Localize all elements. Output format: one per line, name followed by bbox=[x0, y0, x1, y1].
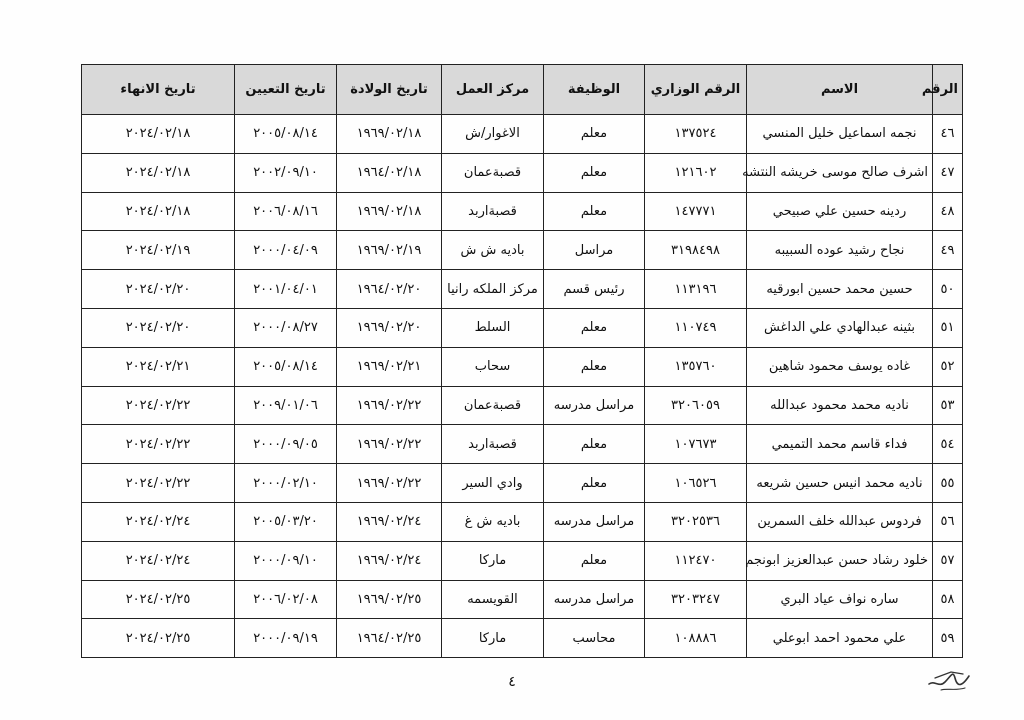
header-ministry-number: الرقم الوزاري bbox=[645, 65, 747, 115]
cell-end-date: ٢٠٢٤/٠٢/٢٢ bbox=[82, 425, 235, 464]
cell-name: علي محمود احمد ابوعلي bbox=[747, 619, 933, 658]
header-name: الاسم bbox=[747, 65, 933, 115]
cell-name: حسين محمد حسين ابورقيه bbox=[747, 270, 933, 309]
cell-work-center: ماركا bbox=[442, 619, 544, 658]
cell-index: ٤٧ bbox=[933, 153, 963, 192]
cell-index: ٤٨ bbox=[933, 192, 963, 231]
header-birth-date: تاريخ الولادة bbox=[337, 65, 442, 115]
cell-index: ٥٩ bbox=[933, 619, 963, 658]
cell-work-center: باديه ش غ bbox=[442, 502, 544, 541]
cell-work-center: قصبةعمان bbox=[442, 386, 544, 425]
cell-work-center: سحاب bbox=[442, 347, 544, 386]
cell-index: ٥٨ bbox=[933, 580, 963, 619]
cell-end-date: ٢٠٢٤/٠٢/٢٥ bbox=[82, 580, 235, 619]
cell-work-center: مركز الملكه رانيا bbox=[442, 270, 544, 309]
cell-work-center: وادي السير bbox=[442, 464, 544, 503]
cell-ministry-number: ٣٢٠٢٥٣٦ bbox=[645, 502, 747, 541]
cell-ministry-number: ١٠٦٥٢٦ bbox=[645, 464, 747, 503]
cell-end-date: ٢٠٢٤/٠٢/١٩ bbox=[82, 231, 235, 270]
cell-birth-date: ١٩٦٩/٠٢/١٨ bbox=[337, 115, 442, 154]
cell-appointment-date: ٢٠٠٥/٠٨/١٤ bbox=[235, 347, 337, 386]
cell-ministry-number: ٣١٩٨٤٩٨ bbox=[645, 231, 747, 270]
cell-ministry-number: ١٤٧٧٧١ bbox=[645, 192, 747, 231]
cell-ministry-number: ٣٢٠٦٠٥٩ bbox=[645, 386, 747, 425]
header-end-date: تاريخ الانهاء bbox=[82, 65, 235, 115]
cell-appointment-date: ٢٠٠١/٠٤/٠١ bbox=[235, 270, 337, 309]
cell-index: ٥٢ bbox=[933, 347, 963, 386]
cell-job: مراسل مدرسه bbox=[544, 386, 645, 425]
cell-birth-date: ١٩٦٤/٠٢/١٨ bbox=[337, 153, 442, 192]
cell-name: اشرف صالح موسى خريشه النتشه bbox=[747, 153, 933, 192]
cell-ministry-number: ١٣٧٥٢٤ bbox=[645, 115, 747, 154]
cell-work-center: ماركا bbox=[442, 541, 544, 580]
table-row bbox=[82, 231, 963, 270]
cell-appointment-date: ٢٠٠٦/٠٨/١٦ bbox=[235, 192, 337, 231]
cell-ministry-number: ١١٠٧٤٩ bbox=[645, 308, 747, 347]
cell-ministry-number: ٣٢٠٣٢٤٧ bbox=[645, 580, 747, 619]
cell-index: ٥٧ bbox=[933, 541, 963, 580]
cell-name: خلود رشاد حسن عبدالعزيز ابونجم bbox=[747, 541, 933, 580]
cell-name: ردينه حسين علي صبيحي bbox=[747, 192, 933, 231]
header-row bbox=[82, 65, 963, 115]
cell-end-date: ٢٠٢٤/٠٢/١٨ bbox=[82, 153, 235, 192]
cell-job: محاسب bbox=[544, 619, 645, 658]
cell-birth-date: ١٩٦٩/٠٢/٢٢ bbox=[337, 386, 442, 425]
header-work-center: مركز العمل bbox=[442, 65, 544, 115]
cell-ministry-number: ١٠٧٦٧٣ bbox=[645, 425, 747, 464]
cell-name: نجاح رشيد عوده السبيبه bbox=[747, 231, 933, 270]
cell-birth-date: ١٩٦٩/٠٢/١٨ bbox=[337, 192, 442, 231]
cell-name: فداء قاسم محمد التميمي bbox=[747, 425, 933, 464]
cell-work-center: قصبةاربد bbox=[442, 192, 544, 231]
cell-birth-date: ١٩٦٩/٠٢/١٩ bbox=[337, 231, 442, 270]
cell-end-date: ٢٠٢٤/٠٢/٢١ bbox=[82, 347, 235, 386]
table-row bbox=[82, 153, 963, 192]
header-appointment-date: تاريخ التعيين bbox=[235, 65, 337, 115]
cell-appointment-date: ٢٠٠٠/٠٩/١٠ bbox=[235, 541, 337, 580]
table-row bbox=[82, 192, 963, 231]
cell-name: نجمه اسماعيل خليل المنسي bbox=[747, 115, 933, 154]
cell-index: ٥٤ bbox=[933, 425, 963, 464]
cell-index: ٤٦ bbox=[933, 115, 963, 154]
cell-work-center: باديه ش ش bbox=[442, 231, 544, 270]
cell-birth-date: ١٩٦٩/٠٢/٢٤ bbox=[337, 502, 442, 541]
cell-end-date: ٢٠٢٤/٠٢/٢٢ bbox=[82, 464, 235, 503]
cell-job: معلم bbox=[544, 464, 645, 503]
cell-birth-date: ١٩٦٩/٠٢/٢٢ bbox=[337, 464, 442, 503]
table-body bbox=[82, 115, 963, 658]
table-row bbox=[82, 386, 963, 425]
cell-birth-date: ١٩٦٩/٠٢/٢٤ bbox=[337, 541, 442, 580]
table-row bbox=[82, 115, 963, 154]
cell-work-center: قصبةعمان bbox=[442, 153, 544, 192]
cell-appointment-date: ٢٠٠٢/٠٩/١٠ bbox=[235, 153, 337, 192]
cell-index: ٥١ bbox=[933, 308, 963, 347]
cell-work-center: القويسمه bbox=[442, 580, 544, 619]
cell-index: ٥٦ bbox=[933, 502, 963, 541]
cell-end-date: ٢٠٢٤/٠٢/٢٠ bbox=[82, 270, 235, 309]
cell-job: معلم bbox=[544, 115, 645, 154]
cell-appointment-date: ٢٠٠٥/٠٣/٢٠ bbox=[235, 502, 337, 541]
cell-end-date: ٢٠٢٤/٠٢/١٨ bbox=[82, 192, 235, 231]
table-row bbox=[82, 619, 963, 658]
cell-job: رئيس قسم bbox=[544, 270, 645, 309]
cell-work-center: قصبةاربد bbox=[442, 425, 544, 464]
cell-end-date: ٢٠٢٤/٠٢/٢٢ bbox=[82, 386, 235, 425]
cell-index: ٥٠ bbox=[933, 270, 963, 309]
table-row bbox=[82, 347, 963, 386]
cell-end-date: ٢٠٢٤/٠٢/١٨ bbox=[82, 115, 235, 154]
cell-end-date: ٢٠٢٤/٠٢/٢٤ bbox=[82, 502, 235, 541]
cell-birth-date: ١٩٦٩/٠٢/٢٢ bbox=[337, 425, 442, 464]
cell-ministry-number: ١١٣١٩٦ bbox=[645, 270, 747, 309]
cell-work-center: السلط bbox=[442, 308, 544, 347]
table-header bbox=[82, 65, 963, 115]
cell-birth-date: ١٩٦٩/٠٢/٢١ bbox=[337, 347, 442, 386]
cell-name: ناديه محمد محمود عبدالله bbox=[747, 386, 933, 425]
cell-ministry-number: ١١٢٤٧٠ bbox=[645, 541, 747, 580]
cell-job: معلم bbox=[544, 308, 645, 347]
cell-job: معلم bbox=[544, 192, 645, 231]
cell-job: مراسل مدرسه bbox=[544, 580, 645, 619]
table-row bbox=[82, 308, 963, 347]
table-row bbox=[82, 502, 963, 541]
signature-icon bbox=[925, 658, 975, 696]
cell-appointment-date: ٢٠٠٩/٠١/٠٦ bbox=[235, 386, 337, 425]
cell-work-center: الاغوار/ش bbox=[442, 115, 544, 154]
cell-index: ٤٩ bbox=[933, 231, 963, 270]
cell-name: ناديه محمد انيس حسين شريعه bbox=[747, 464, 933, 503]
cell-end-date: ٢٠٢٤/٠٢/٢٥ bbox=[82, 619, 235, 658]
cell-name: فردوس عبدالله خلف السمرين bbox=[747, 502, 933, 541]
cell-job: معلم bbox=[544, 153, 645, 192]
cell-appointment-date: ٢٠٠٠/٠٩/١٩ bbox=[235, 619, 337, 658]
cell-name: ساره نواف عياد البري bbox=[747, 580, 933, 619]
table-row bbox=[82, 425, 963, 464]
table-row bbox=[82, 464, 963, 503]
cell-job: معلم bbox=[544, 541, 645, 580]
cell-appointment-date: ٢٠٠٠/٠٨/٢٧ bbox=[235, 308, 337, 347]
cell-index: ٥٣ bbox=[933, 386, 963, 425]
cell-appointment-date: ٢٠٠٠/٠٢/١٠ bbox=[235, 464, 337, 503]
cell-end-date: ٢٠٢٤/٠٢/٢٤ bbox=[82, 541, 235, 580]
page-number: ٤ bbox=[508, 674, 516, 690]
cell-name: بثينه عبدالهادي علي الداغش bbox=[747, 308, 933, 347]
cell-ministry-number: ١٣٥٧٦٠ bbox=[645, 347, 747, 386]
cell-birth-date: ١٩٦٤/٠٢/٢٥ bbox=[337, 619, 442, 658]
cell-appointment-date: ٢٠٠٦/٠٢/٠٨ bbox=[235, 580, 337, 619]
cell-ministry-number: ١٢١٦٠٢ bbox=[645, 153, 747, 192]
cell-ministry-number: ١٠٨٨٨٦ bbox=[645, 619, 747, 658]
cell-birth-date: ١٩٦٩/٠٢/٢٠ bbox=[337, 308, 442, 347]
cell-index: ٥٥ bbox=[933, 464, 963, 503]
cell-job: مراسل bbox=[544, 231, 645, 270]
table-row bbox=[82, 541, 963, 580]
cell-end-date: ٢٠٢٤/٠٢/٢٠ bbox=[82, 308, 235, 347]
cell-name: غاده يوسف محمود شاهين bbox=[747, 347, 933, 386]
cell-job: مراسل مدرسه bbox=[544, 502, 645, 541]
cell-appointment-date: ٢٠٠٥/٠٨/١٤ bbox=[235, 115, 337, 154]
cell-job: معلم bbox=[544, 347, 645, 386]
cell-appointment-date: ٢٠٠٠/٠٤/٠٩ bbox=[235, 231, 337, 270]
header-index: الرقم bbox=[933, 65, 963, 115]
header-job: الوظيفة bbox=[544, 65, 645, 115]
table-row bbox=[82, 270, 963, 309]
cell-birth-date: ١٩٦٤/٠٢/٢٠ bbox=[337, 270, 442, 309]
table-row bbox=[82, 580, 963, 619]
cell-birth-date: ١٩٦٩/٠٢/٢٥ bbox=[337, 580, 442, 619]
cell-appointment-date: ٢٠٠٠/٠٩/٠٥ bbox=[235, 425, 337, 464]
cell-job: معلم bbox=[544, 425, 645, 464]
employee-table bbox=[81, 64, 963, 658]
